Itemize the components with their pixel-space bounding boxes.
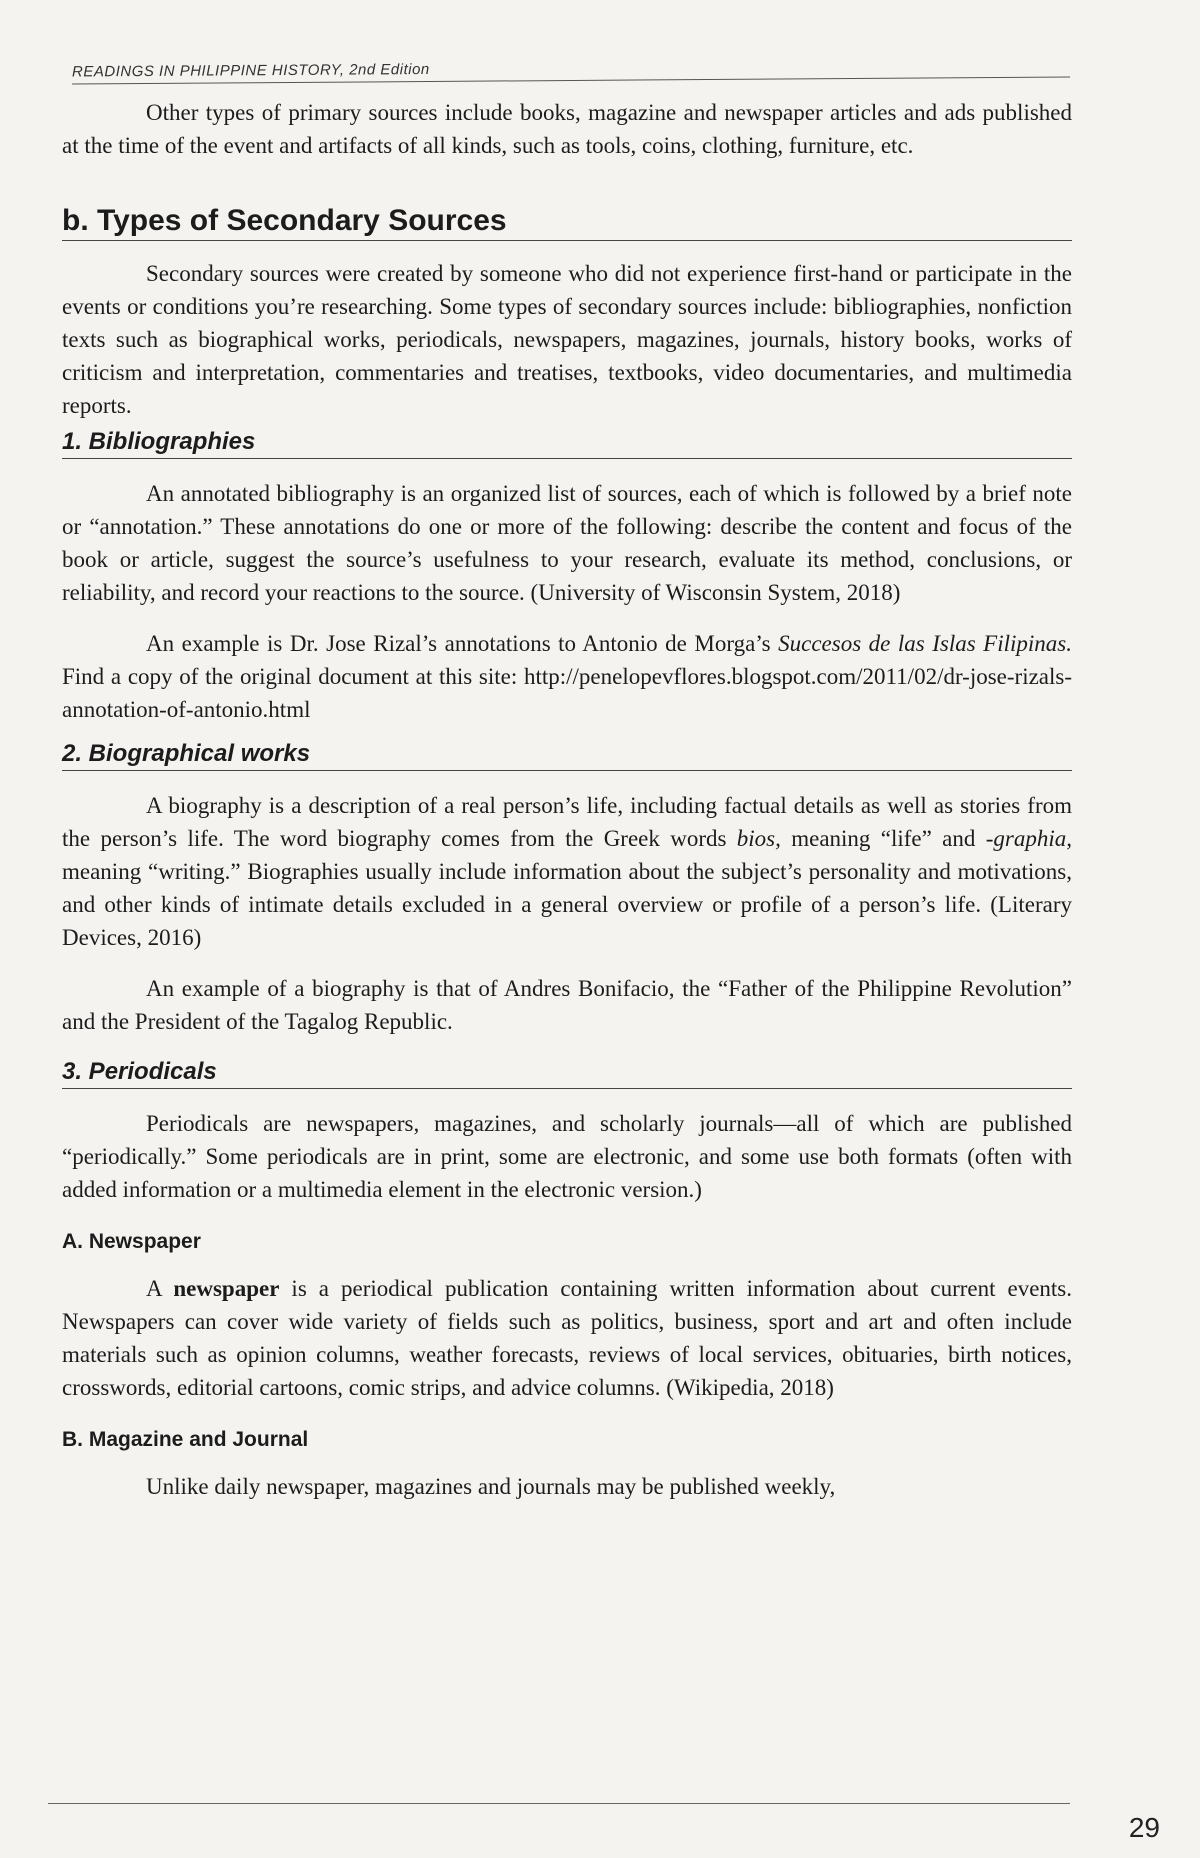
- page-content: [62, 96, 1072, 1503]
- newspaper-term: newspaper: [173, 1276, 280, 1301]
- magazine-paragraph: Unlike daily newspaper, magazines and journals may be published weekly,: [146, 1474, 836, 1499]
- secondary-sources-paragraph: Secondary sources were created by someone who did not experience first-hand or participate in the events or conditions you’re researching. Some types of secondary sources include: bibliographies, nonfiction texts such as biographical works, periodicals, newspapers, magazines, journals, history books, works of criticism and interpretation, commentaries and treatises, textbooks, video documentaries, and multimedia reports.: [62, 261, 1072, 418]
- intro-paragraph: Other types of primary sources include books, magazine and newspaper articles and ads published at the time of the event and artifacts of all kinds, such as tools, coins, clothing, furniture, etc.: [62, 100, 1072, 158]
- bio-word-graphia: -graphia,: [985, 826, 1072, 851]
- periodicals-paragraph: Periodicals are newspapers, magazines, and scholarly journals—all of which are published “periodically.” Some periodicals are in print, some are electronic, and some use both formats (often with added information or a multimedia element in the electronic version.): [62, 1111, 1072, 1202]
- example-text-pre: An example is Dr. Jose Rizal’s annotations to Antonio de Morga’s: [146, 631, 779, 656]
- example-book-title: Succesos de las Islas Filipinas.: [778, 631, 1072, 656]
- bio-word-bios: bios,: [736, 826, 781, 851]
- newspaper-rest: is a periodical publication containing written information about current events. Newspapers can cover wide variety of fields such as politics, business, sport and art and often include materials such as opinion columns, weather forecasts, reviews of local services, obituaries, birth notices, crosswords, editorial cartoons, comic strips, and advice columns. (Wikipedia, 2018): [62, 1276, 1073, 1400]
- bibliographies-paragraph: An annotated bibliography is an organized list of sources, each of which is followed by a brief note or “annotation.” These annotations do one or more of the following: describe the content and focus of the book or article, suggest the source’s usefulness to your research, evaluate its method, conclusions, or reliability, and record your reactions to the source. (University of Wisconsin System, 2018): [62, 481, 1072, 605]
- section-heading-secondary-sources: b. Types of Secondary Sources: [62, 204, 1072, 241]
- subheading-biographical-works: 2. Biographical works: [62, 740, 1072, 771]
- running-header: READINGS IN PHILIPPINE HISTORY, 2nd Edition: [72, 57, 1070, 85]
- bibliographies-example: [62, 627, 1072, 726]
- page-number: 29: [1128, 1812, 1160, 1843]
- example-url: http://penelopevflores.blogspot.com/2011/02/dr-jose-rizals-annotation-of-antonio.html: [62, 664, 1072, 722]
- biographical-example: An example of a biography is that of Andres Bonifacio, the “Father of the Philippine Revolution” and the President of the Tagalog Republic.: [62, 976, 1072, 1034]
- bio-text-c: meaning “writing.” Biographies usually include information about the subject’s personality and motivations, and other kinds of intimate details excluded in a general overview or profile of a person’s life. (Literary Devices, 2016): [62, 859, 1072, 950]
- footer-rule: [48, 1803, 1070, 1804]
- subheading-newspaper: A. Newspaper: [62, 1230, 201, 1253]
- newspaper-paragraph: [62, 1272, 1072, 1404]
- example-text-mid: Find a copy of the original document at this site:: [62, 664, 524, 689]
- subheading-periodicals: 3. Periodicals: [62, 1058, 1072, 1089]
- biographical-paragraph: [62, 789, 1072, 954]
- subheading-bibliographies: 1. Bibliographies: [62, 428, 1072, 459]
- newspaper-lead: A: [146, 1276, 174, 1301]
- bio-text-a: A biography is a description of a real person’s life, including factual details as well as stories from the person’s life. The word biography comes from the Greek words: [62, 793, 1072, 851]
- bio-text-b: meaning “life” and: [780, 826, 986, 851]
- subheading-magazine-journal: B. Magazine and Journal: [62, 1428, 309, 1451]
